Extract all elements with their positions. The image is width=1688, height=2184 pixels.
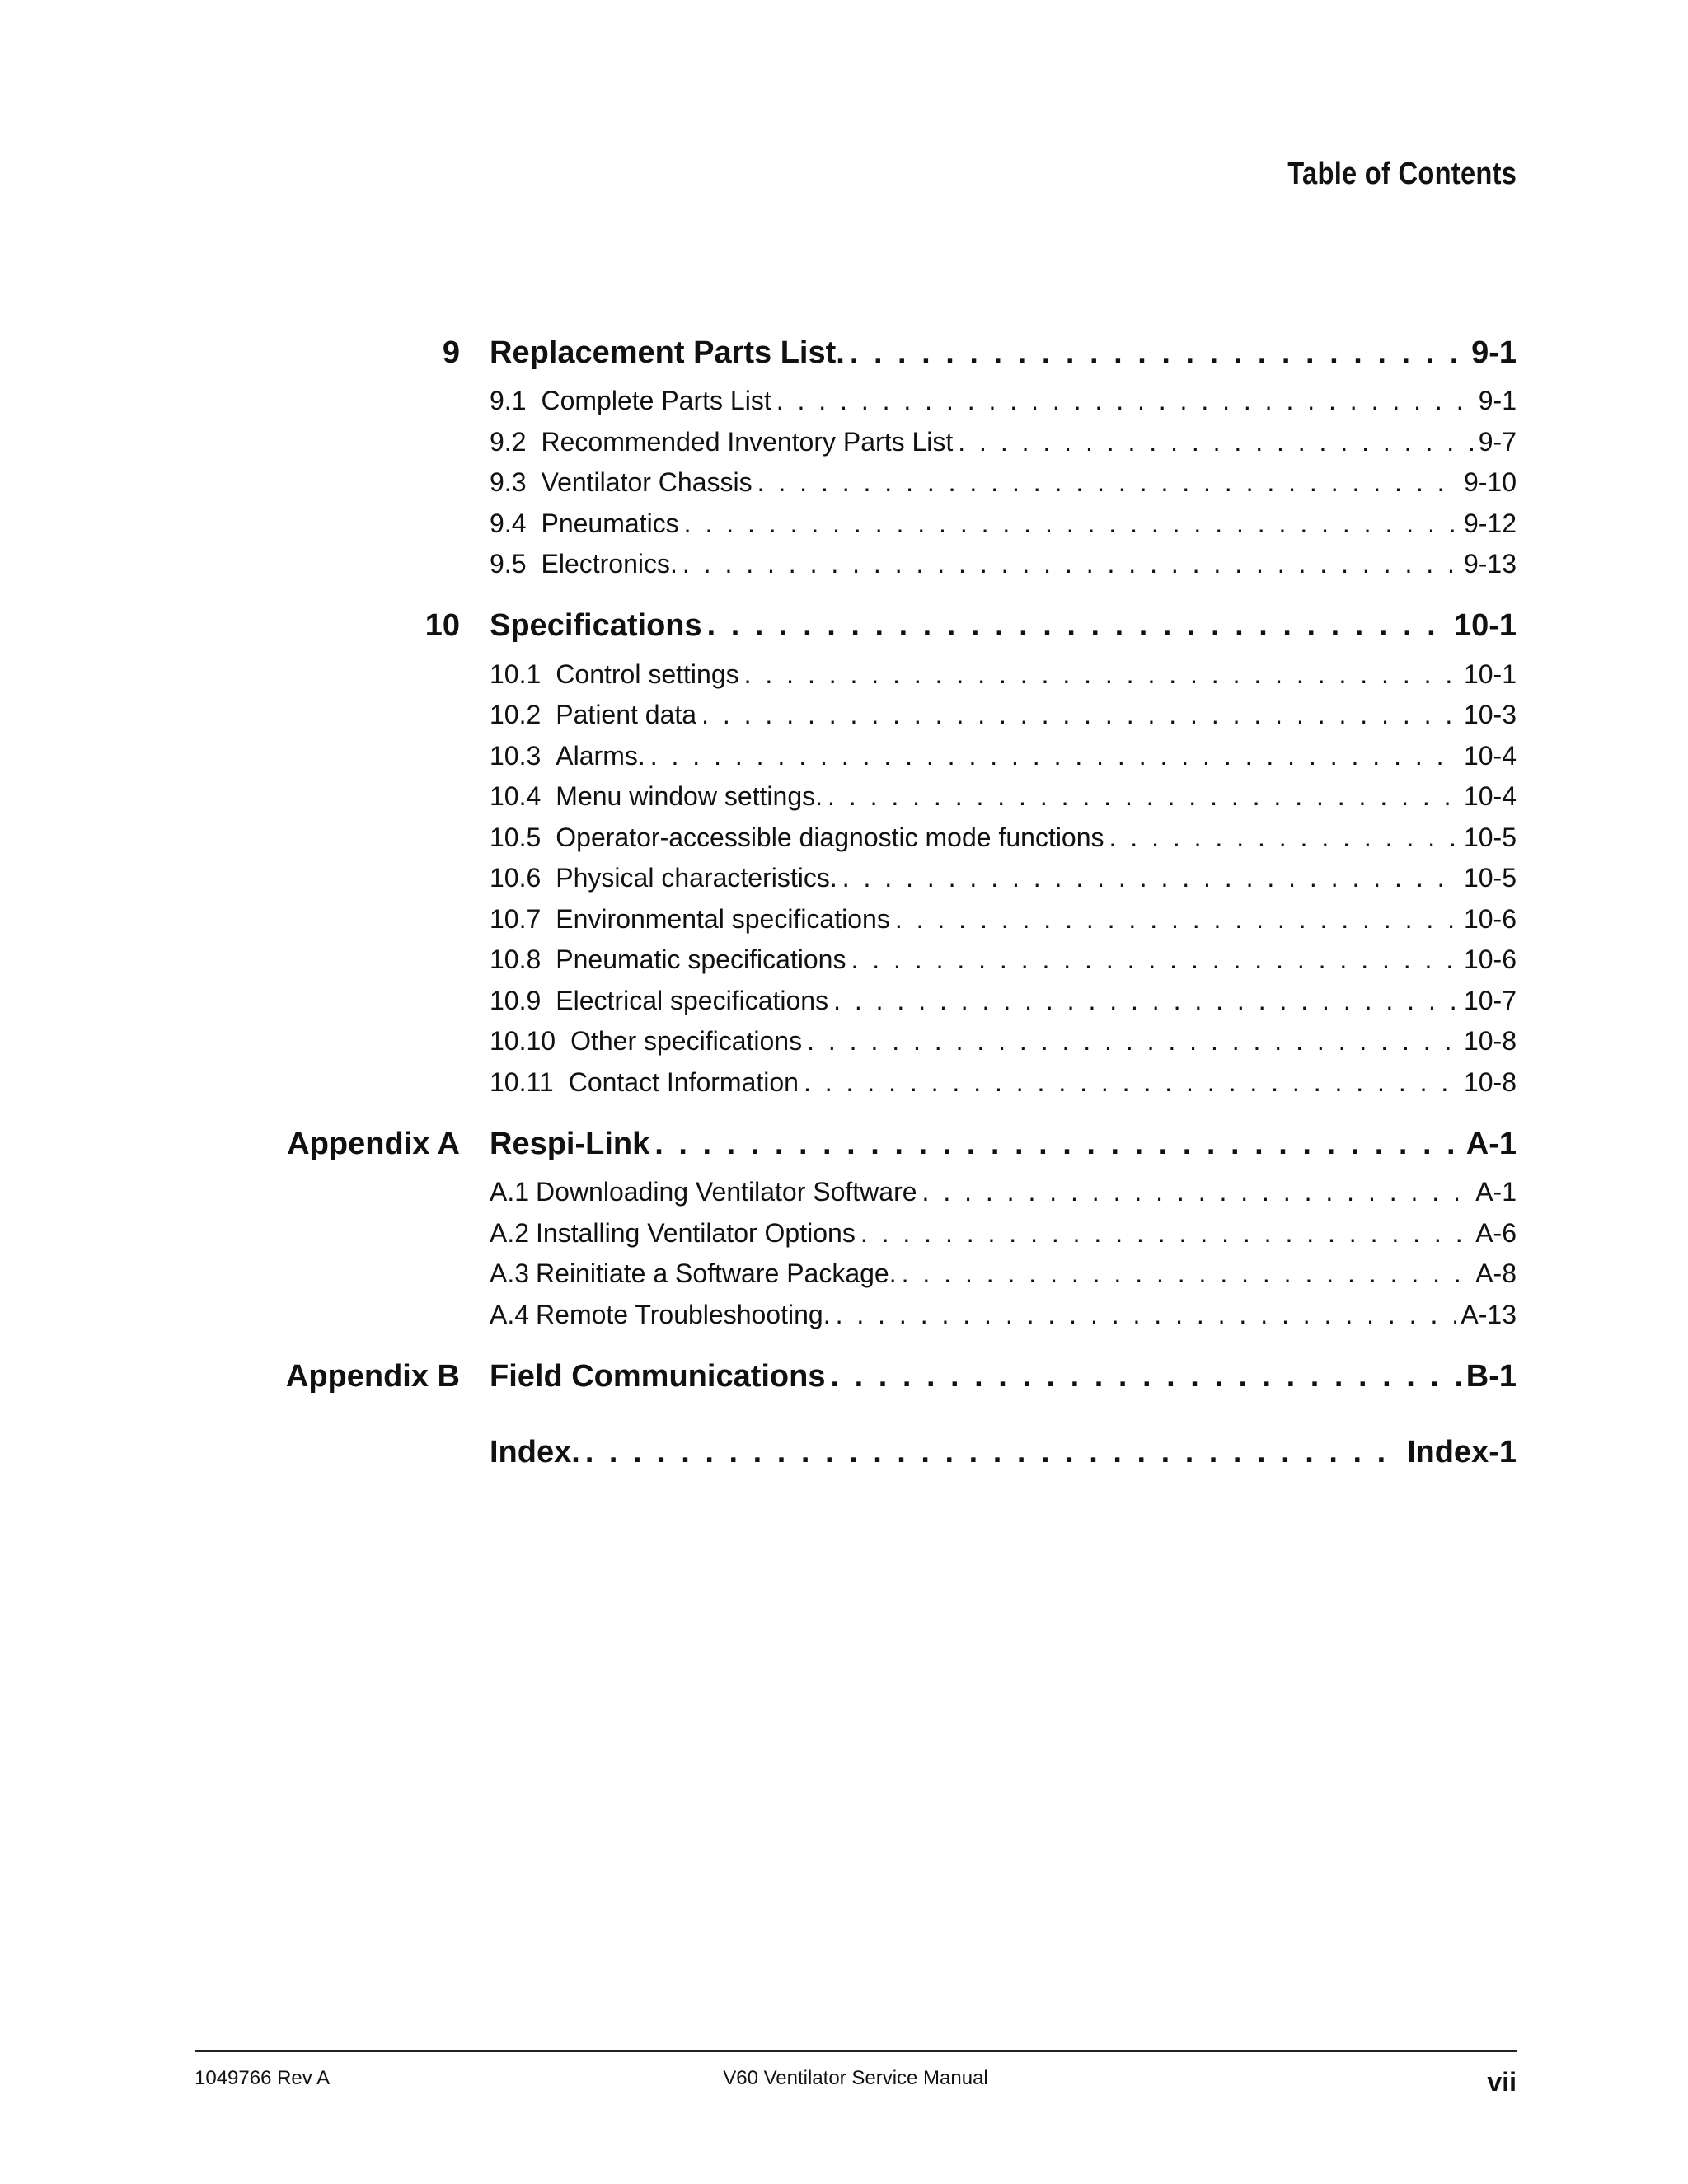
- leader-dots: [776, 386, 1474, 416]
- section-entry-link[interactable]: [490, 781, 1517, 812]
- section-entry-link[interactable]: [490, 986, 1517, 1016]
- page-footer: [195, 2067, 1517, 2100]
- section-entry-link[interactable]: [490, 1300, 1517, 1330]
- section-number: 10.2: [490, 700, 542, 730]
- section-page: 10-4: [1463, 740, 1517, 771]
- section-page: 9-13: [1463, 549, 1517, 579]
- chapter-page: 10-1: [1453, 608, 1517, 643]
- section-entry-link[interactable]: [490, 1026, 1517, 1057]
- section-page: A-1: [1475, 1177, 1517, 1207]
- section-title: Menu window settings.: [556, 781, 823, 812]
- leader-dots: [830, 1359, 1461, 1394]
- section-entry-link[interactable]: [490, 1218, 1517, 1249]
- section-number: 10.10: [490, 1026, 556, 1057]
- leader-dots: [828, 781, 1459, 812]
- section-number: 9.1: [490, 386, 527, 416]
- leader-dots: [701, 700, 1459, 730]
- section-title: Electrical specifications: [556, 985, 829, 1015]
- leader-dots: [850, 335, 1466, 371]
- section-title: Physical characteristics.: [556, 863, 837, 893]
- table-of-contents: [0, 326, 1688, 1493]
- section-page: 10-3: [1463, 700, 1517, 730]
- section-page: 9-7: [1478, 426, 1517, 457]
- section-number: A.3: [490, 1258, 530, 1289]
- section-number: 10.3: [490, 740, 542, 771]
- section-page: 10-7: [1463, 985, 1517, 1015]
- toc-chapter: [0, 326, 1688, 585]
- section-entry-link[interactable]: [490, 741, 1517, 771]
- section-title: Downloading Ventilator Software: [536, 1177, 917, 1207]
- section-number: A.2: [490, 1217, 530, 1248]
- leader-dots: [585, 1435, 1402, 1470]
- section-title: Complete Parts List: [541, 386, 771, 416]
- toc-chapter: [0, 1118, 1688, 1335]
- leader-dots: [684, 509, 1459, 539]
- chapter-title: Specifications: [490, 608, 702, 643]
- leader-dots: [682, 549, 1459, 579]
- section-title: Other specifications: [570, 1026, 803, 1057]
- section-page: A-13: [1461, 1299, 1517, 1329]
- section-title: Pneumatic specifications: [556, 944, 846, 975]
- section-page: 10-8: [1463, 1066, 1517, 1097]
- section-entry-link[interactable]: [490, 467, 1517, 498]
- section-entry-link[interactable]: [490, 427, 1517, 457]
- section-title: Contact Information: [568, 1066, 799, 1097]
- leader-dots: [707, 608, 1449, 644]
- leader-dots: [836, 1300, 1456, 1330]
- leader-dots: [650, 741, 1459, 771]
- chapter-number: 10: [424, 608, 460, 643]
- leader-dots: [654, 1127, 1461, 1162]
- leader-dots: [860, 1218, 1470, 1249]
- section-number: 10.4: [490, 781, 542, 812]
- leader-dots: [807, 1026, 1459, 1057]
- section-title: Recommended Inventory Parts List: [541, 426, 954, 457]
- section-page: 9-12: [1463, 508, 1517, 538]
- toc-chapter: [0, 1350, 1688, 1403]
- section-title: Reinitiate a Software Package.: [536, 1258, 897, 1289]
- leader-dots: [851, 944, 1459, 975]
- section-title: Control settings: [556, 658, 739, 689]
- section-title: Patient data: [556, 700, 697, 730]
- leader-dots: [1109, 823, 1459, 853]
- section-title: Operator-accessible diagnostic mode functions: [556, 822, 1104, 852]
- chapter-title: Field Communications: [490, 1358, 826, 1394]
- section-entry-link[interactable]: [490, 1067, 1517, 1098]
- section-page: 10-4: [1463, 781, 1517, 812]
- leader-dots: [902, 1258, 1471, 1289]
- section-number: 9.4: [490, 508, 527, 538]
- footer-doc-number: 1049766 Rev A: [195, 2067, 331, 2089]
- chapter-number: Appendix A: [287, 1126, 460, 1161]
- footer-rule: [195, 2050, 1517, 2052]
- section-page: 10-1: [1463, 658, 1517, 689]
- running-head: Table of Contents: [1287, 157, 1517, 191]
- section-entry-link[interactable]: [490, 1177, 1517, 1207]
- section-number: 9.2: [490, 426, 527, 457]
- section-page: 10-5: [1463, 822, 1517, 852]
- chapter-number: Appendix B: [285, 1358, 460, 1394]
- section-number: 9.5: [490, 549, 527, 579]
- section-page: A-8: [1475, 1258, 1517, 1289]
- section-entry-link[interactable]: [490, 509, 1517, 539]
- section-number: 10.6: [490, 863, 542, 893]
- leader-dots: [744, 659, 1459, 690]
- section-entry-link[interactable]: [490, 659, 1517, 690]
- section-number: A.4: [490, 1299, 530, 1329]
- section-entry-link[interactable]: [490, 549, 1517, 579]
- footer-manual-title: V60 Ventilator Service Manual: [723, 2067, 988, 2089]
- section-number: 10.1: [490, 658, 542, 689]
- leader-dots: [895, 904, 1459, 935]
- leader-dots: [757, 467, 1459, 498]
- section-number: A.1: [490, 1177, 530, 1207]
- section-number: 10.5: [490, 822, 542, 852]
- section-entry-link[interactable]: [490, 863, 1517, 893]
- section-page: 9-10: [1463, 467, 1517, 498]
- section-page: 10-5: [1463, 863, 1517, 893]
- section-number: 9.3: [490, 467, 527, 498]
- chapter-title: Index.: [490, 1434, 580, 1469]
- section-title: Remote Troubleshooting.: [536, 1299, 831, 1329]
- chapter-entry-link[interactable]: [490, 608, 1517, 644]
- chapter-entry-link[interactable]: [490, 335, 1517, 371]
- section-title: Pneumatics: [541, 508, 679, 538]
- section-entry-link[interactable]: [490, 823, 1517, 853]
- section-page: A-6: [1475, 1217, 1517, 1248]
- chapter-entry-link[interactable]: [490, 1127, 1517, 1162]
- chapter-page: 9-1: [1471, 335, 1517, 370]
- section-page: 10-6: [1463, 903, 1517, 934]
- section-page: 9-1: [1478, 386, 1517, 416]
- leader-dots: [804, 1067, 1459, 1098]
- section-entry-link[interactable]: [490, 386, 1517, 416]
- section-number: 10.11: [490, 1066, 554, 1097]
- section-number: 10.8: [490, 944, 542, 975]
- section-number: 10.7: [490, 903, 542, 934]
- section-title: Installing Ventilator Options: [536, 1217, 856, 1248]
- chapter-title: Respi-Link: [490, 1126, 650, 1161]
- section-number: 10.9: [490, 985, 542, 1015]
- index-entry-link[interactable]: [490, 1435, 1517, 1470]
- footer-page-number: vii: [1487, 2067, 1517, 2097]
- toc-chapter: [0, 1426, 1688, 1479]
- toc-chapter: [0, 600, 1688, 1104]
- section-page: 10-8: [1463, 1026, 1517, 1057]
- section-entry-link[interactable]: [490, 1258, 1517, 1289]
- section-entry-link[interactable]: [490, 700, 1517, 730]
- chapter-entry-link[interactable]: [490, 1359, 1517, 1394]
- chapter-title: Replacement Parts List.: [490, 335, 845, 370]
- section-entry-link[interactable]: [490, 944, 1517, 975]
- section-title: Environmental specifications: [556, 903, 890, 934]
- section-title: Alarms.: [556, 740, 645, 771]
- section-entry-link[interactable]: [490, 904, 1517, 935]
- section-title: Electronics.: [541, 549, 678, 579]
- leader-dots: [958, 427, 1473, 457]
- leader-dots: [922, 1177, 1471, 1207]
- leader-dots: [842, 863, 1459, 893]
- chapter-page: B-1: [1465, 1358, 1517, 1394]
- section-page: 10-6: [1463, 944, 1517, 975]
- chapter-page: Index-1: [1406, 1434, 1517, 1469]
- chapter-number: 9: [442, 335, 460, 370]
- section-title: Ventilator Chassis: [541, 467, 753, 498]
- leader-dots: [833, 986, 1459, 1016]
- chapter-page: A-1: [1465, 1126, 1517, 1161]
